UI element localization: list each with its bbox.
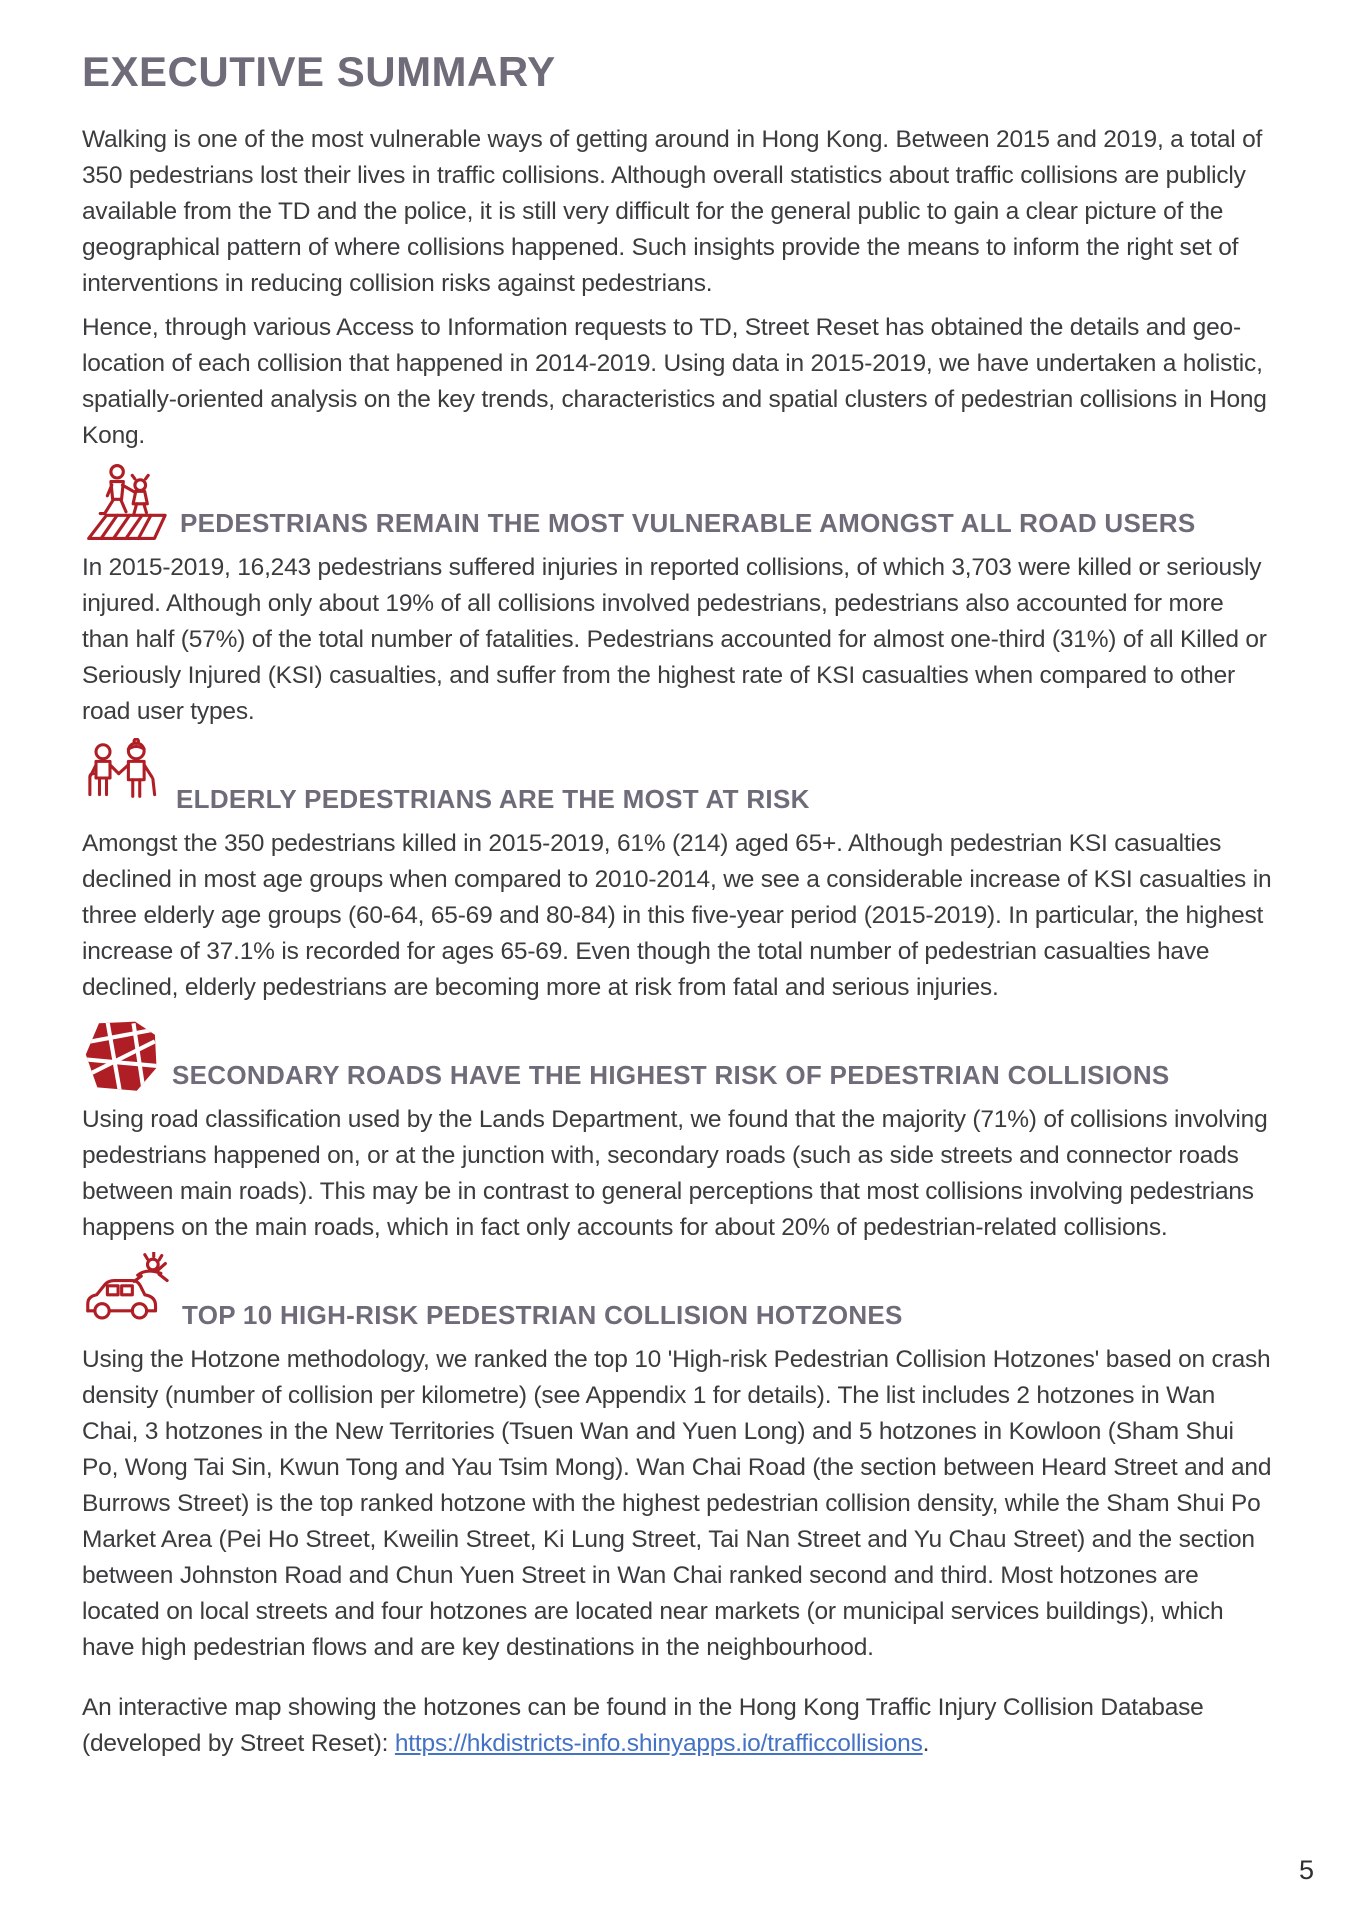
section-body: Using the Hotzone methodology, we ranked the top 10 'High-risk Pedestrian Collision Hotzones' based on crash density (number of collision per kilometre) (see Appendix 1 for details). The list includes 2 hotzones in Wan Chai, 3 hotzones in the New Territories (Tsuen Wan and Yuen Long) and 5 hotzones in Kowloon (Sham Shui Po, Wong Tai Sin, Kwun Tong and Yau Tsim Mong). Wan Chai Road (the section between Heard Street and and Burrows Street) is the top ranked hotzone with the highest pedestrian collision density, while the Sham Shui Po Market Area (Pei Ho Street, Kweilin Street, Ki Lung Street, Tai Nan Street and Yu Chau Street) and the section between Johnston Road and Chun Yuen Street in Wan Chai ranked second and third. Most hotzones are located on local streets and four hotzones are located near markets (or municipal services buildings), which have high pedestrian flows and are key destinations in the neighbourhood. xyxy=(82,1346,1272,1661)
section-body: Amongst the 350 pedestrians killed in 2015-2019, 61% (214) aged 65+. Although pedestrian KSI casualties declined in most age groups when compared to 2010-2014, we see a considerable increase of KSI casualties in three elderly age groups (60-64, 65-69 and 80-84) in this five-year period (2015-2019). In particular, the highest increase of 37.1% is recorded for ages 65-69. Even though the total number of pedestrian casualties have declined, elderly pedestrians are becoming more at risk from fatal and serious injuries. xyxy=(82,830,1272,1001)
section-heading: SECONDARY ROADS HAVE THE HIGHEST RISK OF PEDESTRIAN COLLISIONS xyxy=(172,1060,1170,1090)
section-heading: PEDESTRIANS REMAIN THE MOST VULNERABLE AMONGST ALL ROAD USERS xyxy=(180,508,1196,538)
page-title: EXECUTIVE SUMMARY xyxy=(82,48,556,95)
intro-paragraph-1: Walking is one of the most vulnerable ways of getting around in Hong Kong. Between 2015 and 2019, a total of 350 pedestrians lost their lives in traffic collisions. Although overall statistics about traffic collisions are publicly available from the TD and the police, it is still very difficult for the general public to gain a clear picture of the geographical pattern of where collisions happened. Such insights provide the means to inform the right set of interventions in reducing collision risks against pedestrians. xyxy=(82,126,1263,297)
closing-text: An interactive map showing the hotzones can be found in the Hong Kong Traffic Injury Collision Database (developed by Street Reset): xyxy=(82,1694,1204,1757)
section-header xyxy=(82,1254,1276,1334)
section-heading: TOP 10 HIGH-RISK PEDESTRIAN COLLISION HOTZONES xyxy=(182,1300,903,1330)
section-body: In 2015-2019, 16,243 pedestrians suffered injuries in reported collisions, of which 3,703 were killed or seriously injured. Although only about 19% of all collisions involved pedestrians, pedestrians also accounted for more than half (57%) of the total number of fatalities. Pedestrians accounted for almost one-third (31%) of all Killed or Seriously Injured (KSI) casualties, and suffer from the highest rate of KSI casualties when compared to other road user types. xyxy=(82,554,1267,725)
section-body: Using road classification used by the Lands Department, we found that the majority (71%) of collisions involving pedestrians happened on, or at the junction with, secondary roads (such as side streets and connector roads between main roads). This may be in contrast to general perceptions that most collisions involving pedestrians happens on the main roads, which in fact only accounts for about 20% of pedestrian-related collisions. xyxy=(82,1106,1268,1241)
closing-period: . xyxy=(922,1730,930,1757)
car-collision-icon xyxy=(82,1252,172,1334)
section-elderly-at-risk xyxy=(82,738,1276,1006)
elderly-couple-icon xyxy=(82,738,166,818)
section-header xyxy=(82,462,1276,542)
section-heading: ELDERLY PEDESTRIANS ARE THE MOST AT RISK xyxy=(176,784,810,814)
page-number: 5 xyxy=(1298,1855,1314,1885)
database-link[interactable]: https://hkdistricts-info.shinyapps.io/trafficcollisions xyxy=(394,1730,923,1757)
closing-paragraph xyxy=(82,1690,1276,1762)
section-secondary-roads xyxy=(82,1014,1276,1246)
intro-paragraph-2: Hence, through various Access to Information requests to TD, Street Reset has obtained the details and geo-location of each collision that happened in 2014-2019. Using data in 2015-2019, we have undertaken a holistic, spatially-oriented analysis on the key trends, characteristics and spatial clusters of pedestrian collisions in Hong Kong. xyxy=(82,314,1267,449)
section-header xyxy=(82,738,1276,818)
section-top10-hotzones xyxy=(82,1254,1276,1666)
road-map-icon xyxy=(82,1020,162,1094)
pedestrian-crossing-icon xyxy=(82,462,170,542)
section-header xyxy=(82,1014,1276,1094)
section-pedestrians-vulnerable xyxy=(82,462,1276,730)
